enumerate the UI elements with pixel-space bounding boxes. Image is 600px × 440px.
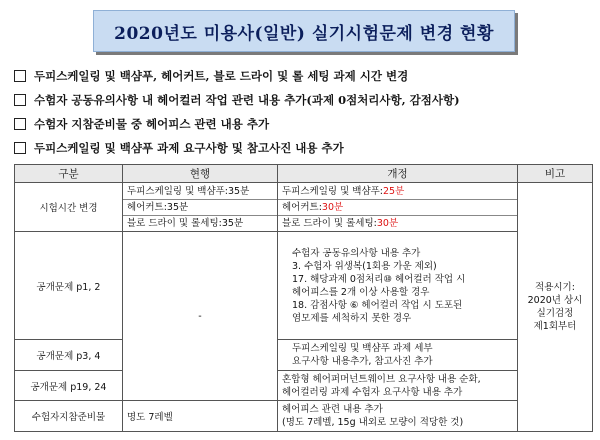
revised-line: 혼합형 헤어퍼머넌트웨이브 요구사항 내용 순화, bbox=[282, 373, 481, 385]
revised-line: 헤어컬러링 과제 수험자 요구사항 내용 추가 bbox=[282, 386, 463, 398]
checklist-item bbox=[14, 138, 594, 158]
checklist-item bbox=[14, 66, 594, 86]
revised-line: 17. 해당과제 0점처리⑩ 헤어컬러 작업 시 bbox=[292, 273, 466, 285]
row-category: 공개문제 p19, 24 bbox=[15, 370, 123, 401]
checklist-item-text: 두피스케일링 및 백샴푸, 헤어커트, 블로 드라이 및 롤 세팅 과제 시간 변경 bbox=[34, 69, 409, 83]
note-cell bbox=[518, 183, 593, 432]
checklist-item-text: 두피스케일링 및 백샴푸 과제 요구사항 및 참고사진 내용 추가 bbox=[34, 141, 344, 155]
current-cell: 명도 7레벨 bbox=[123, 401, 278, 432]
revised-cell bbox=[278, 340, 518, 371]
revised-line bbox=[278, 215, 517, 231]
checkbox-icon bbox=[14, 142, 26, 154]
current-line: 두피스케일링 및 백샴푸:35분 bbox=[127, 185, 250, 197]
revised-line bbox=[278, 199, 517, 215]
table-row bbox=[15, 183, 593, 232]
revised-line: 요구사항 내용추가, 참고사진 추가 bbox=[292, 356, 433, 368]
revised-time-value: 25분 bbox=[383, 185, 405, 197]
note-line: 제1회부터 bbox=[533, 321, 577, 333]
page-title: 2020년도 미용사(일반) 실기시험문제 변경 현황 bbox=[93, 10, 515, 52]
current-cell: - bbox=[123, 232, 278, 401]
revised-cell bbox=[278, 401, 518, 432]
row-category: 공개문제 p1, 2 bbox=[15, 232, 123, 340]
revised-line: 3. 수험자 위생복(1회용 가운 제외) bbox=[292, 260, 437, 272]
table-header-row bbox=[15, 165, 593, 183]
row-category: 수험자지참준비물 bbox=[15, 401, 123, 432]
revised-cell bbox=[278, 370, 518, 401]
revised-line: (명도 7레벨, 15g 내외로 모량이 적당한 것) bbox=[282, 417, 464, 429]
header-current: 현행 bbox=[123, 165, 278, 183]
header-category: 구분 bbox=[15, 165, 123, 183]
revised-time-value: 30분 bbox=[376, 217, 399, 229]
revised-line: 헤어피스 관련 내용 추가 bbox=[282, 404, 383, 416]
header-note: 비고 bbox=[518, 165, 593, 183]
row-category: 시험시간 변경 bbox=[15, 183, 123, 232]
revised-cell bbox=[278, 183, 518, 232]
checkbox-icon bbox=[14, 70, 26, 82]
revised-line: 18. 감점사항 ⑥ 헤어컬러 작업 시 도포된 bbox=[292, 299, 463, 311]
checklist-item-text: 수험자 지참준비물 중 헤어피스 관련 내용 추가 bbox=[34, 117, 270, 131]
revised-line bbox=[278, 184, 517, 199]
current-line: 블로 드라이 및 롤세팅:35분 bbox=[123, 215, 277, 231]
header-revised: 개정 bbox=[278, 165, 518, 183]
table-row bbox=[15, 370, 593, 401]
checkbox-icon bbox=[14, 118, 26, 130]
revised-label: 헤어커트: bbox=[282, 201, 322, 213]
checklist-item bbox=[14, 114, 594, 134]
revised-label: 블로 드라이 및 롤세팅: bbox=[282, 217, 377, 229]
checklist bbox=[14, 66, 594, 162]
current-cell bbox=[123, 183, 278, 232]
checklist-item-text: 수험자 공동유의사항 내 헤어컬러 작업 관련 내용 추가(과제 0점처리사항, 감점사항) bbox=[34, 93, 460, 107]
revised-line: 두피스케일링 및 백샴푸 과제 세부 bbox=[292, 343, 433, 355]
revised-line: 헤어피스를 2개 이상 사용할 경우 bbox=[292, 286, 430, 298]
table-row bbox=[15, 401, 593, 432]
revised-line: 수험자 공동유의사항 내용 추가 bbox=[292, 247, 421, 259]
note-line: 적용시기: bbox=[535, 282, 575, 294]
revised-line: 염모제를 세척하지 못한 경우 bbox=[292, 312, 412, 324]
table-row bbox=[15, 232, 593, 340]
row-category: 공개문제 p3, 4 bbox=[15, 340, 123, 371]
current-line: 헤어커트:35분 bbox=[123, 199, 277, 215]
revised-cell bbox=[278, 232, 518, 340]
revised-time-value: 30분 bbox=[321, 201, 344, 213]
note-line: 2020년 상시 bbox=[527, 295, 583, 307]
checkbox-icon bbox=[14, 94, 26, 106]
revised-label: 두피스케일링 및 백샴푸: bbox=[282, 185, 384, 197]
checklist-item bbox=[14, 90, 594, 110]
changes-table bbox=[14, 164, 593, 432]
table-row bbox=[15, 340, 593, 371]
note-line: 실기검정 bbox=[536, 308, 574, 320]
